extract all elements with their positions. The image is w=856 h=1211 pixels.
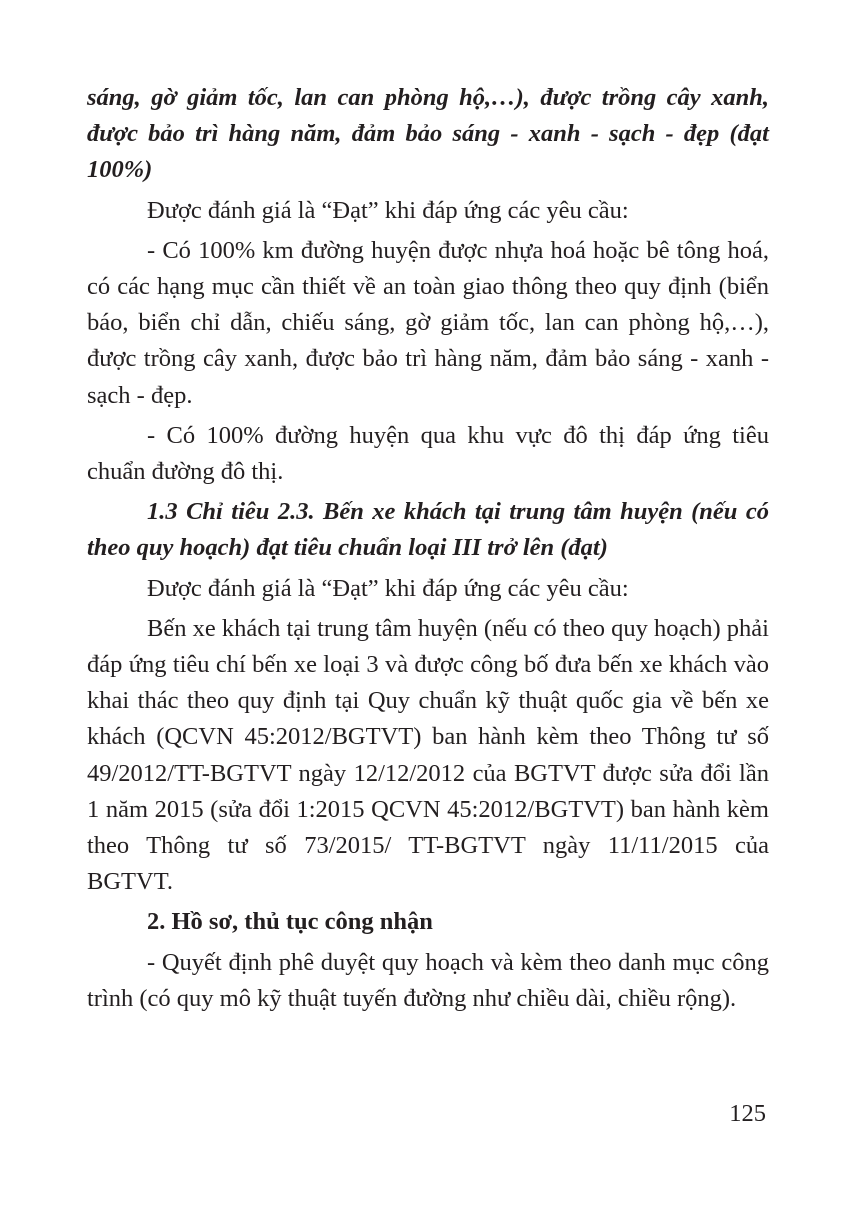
- paragraph-planning-decision: - Quyết định phê duyệt quy hoạch và kèm theo danh mục công trình (có quy mô kỹ thuật tuyến đường như chiều dài, chiều rộng).: [87, 948, 769, 1012]
- paragraph-bus-station-requirement: Bến xe khách tại trung tâm huyện (nếu có theo quy hoạch) phải đáp ứng tiêu chí bến xe loại 3 và được công bố đưa bến xe khách vào khai thác theo quy định tại Quy chuẩn kỹ thuật quốc gia về bến xe khách (QCVN 45:2012/BGTVT) ban hành kèm theo Thông tư số 49/2012/TT-BGTVT ngày 12/12/2012 của BGTVT được sửa đổi lần 1 năm 2015 (sửa đổi 1:2015 QCVN 45:2012/BGTVT) ban hành kèm theo Thông tư số 73/2015/ TT-BGTVT ngày 11/11/2015 của BGTVT.: [87, 614, 769, 896]
- paragraph-criteria-intro: Được đánh giá là “Đạt” khi đáp ứng các yêu cầu:: [147, 196, 629, 224]
- paragraph-criteria-intro-2: Được đánh giá là “Đạt” khi đáp ứng các yêu cầu:: [147, 574, 629, 602]
- paragraph-continuation-heading: sáng, gờ giảm tốc, lan can phòng hộ,…), được trồng cây xanh, được bảo trì hàng năm, đảm bảo sáng - xanh - sạch - đẹp (đạt 100%): [87, 84, 769, 184]
- page-number: 125: [729, 1100, 766, 1127]
- section-heading-1-3: 1.3 Chỉ tiêu 2.3. Bến xe khách tại trung tâm huyện (nếu có theo quy hoạch) đạt tiêu chuẩn loại III trở lên (đạt): [87, 498, 769, 562]
- paragraph-urban-road-requirement: - Có 100% đường huyện qua khu vực đô thị đáp ứng tiêu chuẩn đường đô thị.: [87, 421, 769, 486]
- paragraph-district-road-requirement: - Có 100% km đường huyện được nhựa hoá hoặc bê tông hoá, có các hạng mục cần thiết về an toàn giao thông theo quy định (biển báo, biển chỉ dẫn, chiếu sáng, gờ giảm tốc, lan can phòng hộ,…), được trồng cây xanh, được bảo trì hàng năm, đảm bảo sáng - xanh - sạch - đẹp.: [87, 236, 769, 409]
- section-heading-2: 2. Hồ sơ, thủ tục công nhận: [147, 908, 433, 936]
- document-page: [87, 80, 769, 1017]
